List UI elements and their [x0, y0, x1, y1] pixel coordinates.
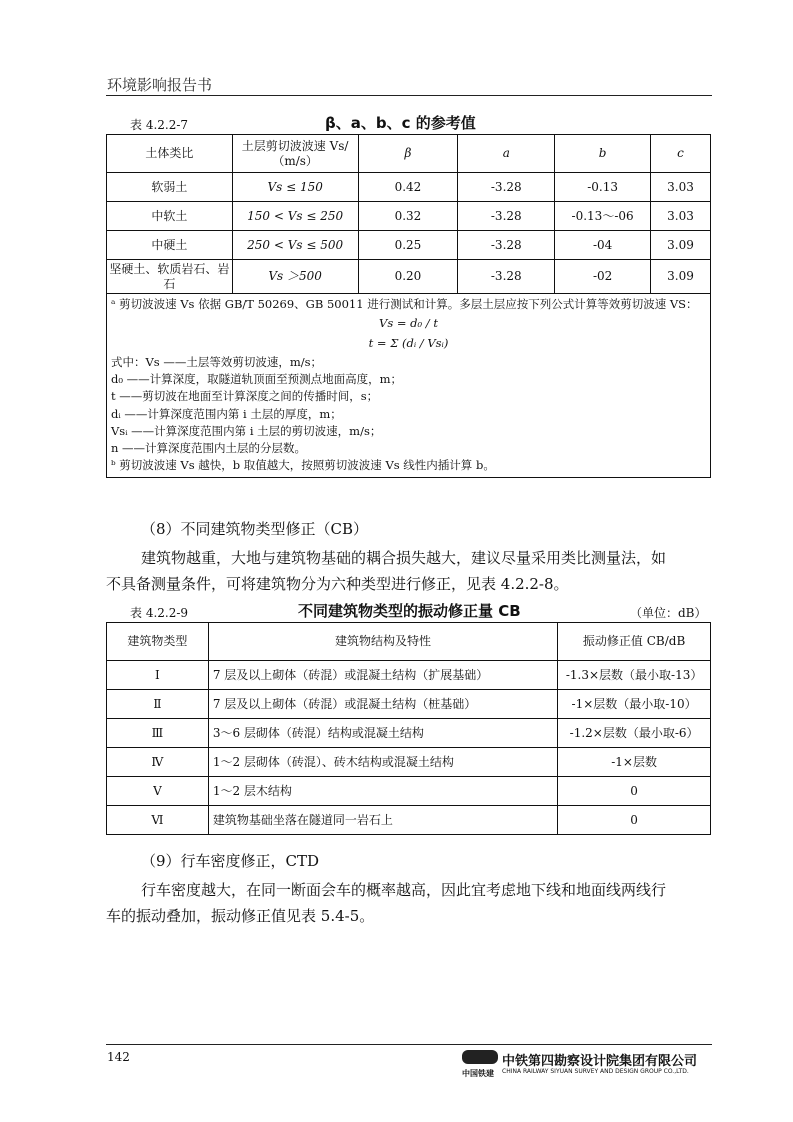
- section8-paragraph-line1: 建筑物越重，大地与建筑物基础的耦合损失越大，建议尽量采用类比测量法，如: [141, 549, 667, 567]
- table1-header-cell: β: [358, 135, 458, 173]
- note-di: dᵢ ——计算深度范围内第 i 土层的厚度，m；: [111, 406, 342, 421]
- table2-cell: 7 层及以上砌体（砖混）或混凝土结构（扩展基础）: [208, 661, 557, 690]
- table1-cell: 0.32: [358, 202, 458, 231]
- note-a: ᵃ 剪切波波速 Vs 依据 GB/T 50269、GB 50011 进行测试和计算。多层土层应按下列公式计算等效剪切波速 VS：: [111, 297, 698, 311]
- table1-cell: 0.25: [358, 231, 458, 260]
- table1-cell: 3.03: [651, 202, 711, 231]
- table1-title: β、a、b、c 的参考值: [325, 114, 476, 132]
- table1-header-cell: 土层剪切波波速 Vs/（m/s）: [232, 135, 358, 173]
- table1-header-cell: b: [555, 135, 651, 173]
- section9-heading: （9）行车密度修正，CTD: [141, 852, 320, 870]
- note-where: 式中：Vs ——土层等效剪切波速，m/s；: [111, 354, 323, 369]
- table1-cell: 3.09: [651, 231, 711, 260]
- table1-cell: -04: [555, 231, 651, 260]
- crcc-logo-icon: [462, 1050, 498, 1064]
- note-vsi: Vsᵢ ——计算深度范围内第 i 土层的剪切波速，m/s；: [111, 423, 382, 438]
- table2-header-cell: 建筑物类型: [107, 623, 209, 661]
- note-n: n ——计算深度范围内土层的分层数。: [111, 441, 307, 455]
- table1-cell: 中硬土: [107, 231, 233, 260]
- section9-paragraph-line1: 行车密度越大，在同一断面会车的概率越高，因此宜考虑地下线和地面线两线行: [141, 881, 667, 899]
- table2-cell: 建筑物基础坐落在隧道同一岩石上: [208, 806, 557, 835]
- note-t: t ——剪切波在地面至计算深度之间的传播时间，s；: [111, 389, 379, 404]
- table2-cell: -1.2×层数（最小取-6）: [558, 719, 711, 748]
- table1-cell: -3.28: [458, 231, 555, 260]
- table2-header-cell: 建筑物结构及特性: [208, 623, 557, 661]
- table2-cell: Ⅰ: [107, 661, 209, 690]
- table-row: [107, 661, 711, 690]
- section9-paragraph-line2: 车的振动叠加，振动修正值见表 5.4-5。: [106, 907, 375, 925]
- table1-cell: 0.42: [358, 173, 458, 202]
- table1-cell: -0.13: [555, 173, 651, 202]
- table1-cell: -02: [555, 260, 651, 294]
- table1-cell: 中软土: [107, 202, 233, 231]
- company-name-en: CHINA RAILWAY SIYUAN SURVEY AND DESIGN GROUP CO.,LTD.: [502, 1068, 689, 1075]
- table1-cell: -3.28: [458, 202, 555, 231]
- table2-title: 不同建筑物类型的振动修正量 CB: [298, 602, 521, 620]
- table2-cell: 0: [558, 777, 711, 806]
- page-number: 142: [107, 1050, 130, 1064]
- table1-cell: 坚硬土、软质岩石、岩石: [107, 260, 233, 294]
- table2-cell: Ⅴ: [107, 777, 209, 806]
- section8-heading: （8）不同建筑物类型修正（CB）: [141, 520, 369, 538]
- footer-rule: [106, 1044, 712, 1045]
- note-d0: d₀ ——计算深度，取隧道轨顶面至预测点地面高度，m；: [111, 372, 403, 386]
- table1-cell: 3.03: [651, 173, 711, 202]
- header-rule: [106, 95, 712, 96]
- table1-header-cell: a: [458, 135, 555, 173]
- table1-cell: -3.28: [458, 173, 555, 202]
- table1-cell: Vs ≤ 150: [232, 173, 358, 202]
- table2-cell: 7 层及以上砌体（砖混）或混凝土结构（桩基础）: [208, 690, 557, 719]
- table2-cell: -1×层数（最小取-10）: [558, 690, 711, 719]
- table1-cell: -3.28: [458, 260, 555, 294]
- table1-cell: 250 < Vs ≤ 500: [232, 231, 358, 260]
- table1-cell: 150 < Vs ≤ 250: [232, 202, 358, 231]
- table-row: [107, 260, 711, 294]
- table2-cell: -1×层数: [558, 748, 711, 777]
- table-row: [107, 231, 711, 260]
- table-row: [107, 806, 711, 835]
- table-row: [107, 777, 711, 806]
- logo-subtitle: 中国铁建: [462, 1069, 494, 1078]
- table2-cell: Ⅲ: [107, 719, 209, 748]
- table2-header-cell: 振动修正值 CB/dB: [558, 623, 711, 661]
- table2-cell: Ⅵ: [107, 806, 209, 835]
- table-row: [107, 748, 711, 777]
- table-row: [107, 719, 711, 748]
- table2-cell: 0: [558, 806, 711, 835]
- table1-cell: -0.13～-06: [555, 202, 651, 231]
- table1: [106, 134, 711, 478]
- formula-t: t = Σ (dᵢ / Vsᵢ): [368, 335, 449, 350]
- formula-vs: Vs = d₀ / t: [379, 316, 438, 331]
- table2-number: 表 4.2.2-9: [130, 606, 189, 620]
- note-b: ᵇ 剪切波波速 Vs 越快，b 取值越大，按照剪切波波速 Vs 线性内插计算 b。: [111, 458, 495, 473]
- table1-cell: 软弱土: [107, 173, 233, 202]
- table-row: [107, 202, 711, 231]
- table2-cell: 3～6 层砌体（砖混）结构或混凝土结构: [208, 719, 557, 748]
- page-header: 环境影响报告书: [107, 76, 213, 94]
- table2-cell: Ⅳ: [107, 748, 209, 777]
- table2: [106, 622, 711, 835]
- company-logo: [462, 1050, 712, 1082]
- table1-notes: [107, 294, 711, 478]
- table2-cell: -1.3×层数（最小取-13）: [558, 661, 711, 690]
- table1-cell: 3.09: [651, 260, 711, 294]
- table2-cell: 1～2 层木结构: [208, 777, 557, 806]
- table1-number: 表 4.2.2-7: [130, 118, 189, 132]
- table1-header-cell: 土体类比: [107, 135, 233, 173]
- company-name-cn: 中铁第四勘察设计院集团有限公司: [502, 1054, 698, 1069]
- table-row: [107, 690, 711, 719]
- table2-cell: 1～2 层砌体（砖混）、砖木结构或混凝土结构: [208, 748, 557, 777]
- table1-cell: Vs ＞500: [232, 260, 358, 294]
- table2-cell: Ⅱ: [107, 690, 209, 719]
- section8-paragraph-line2: 不具备测量条件，可将建筑物分为六种类型进行修正，见表 4.2.2-8。: [106, 575, 569, 593]
- table1-header-cell: c: [651, 135, 711, 173]
- table2-unit: （单位：dB）: [630, 606, 707, 620]
- table1-cell: 0.20: [358, 260, 458, 294]
- table-row: [107, 173, 711, 202]
